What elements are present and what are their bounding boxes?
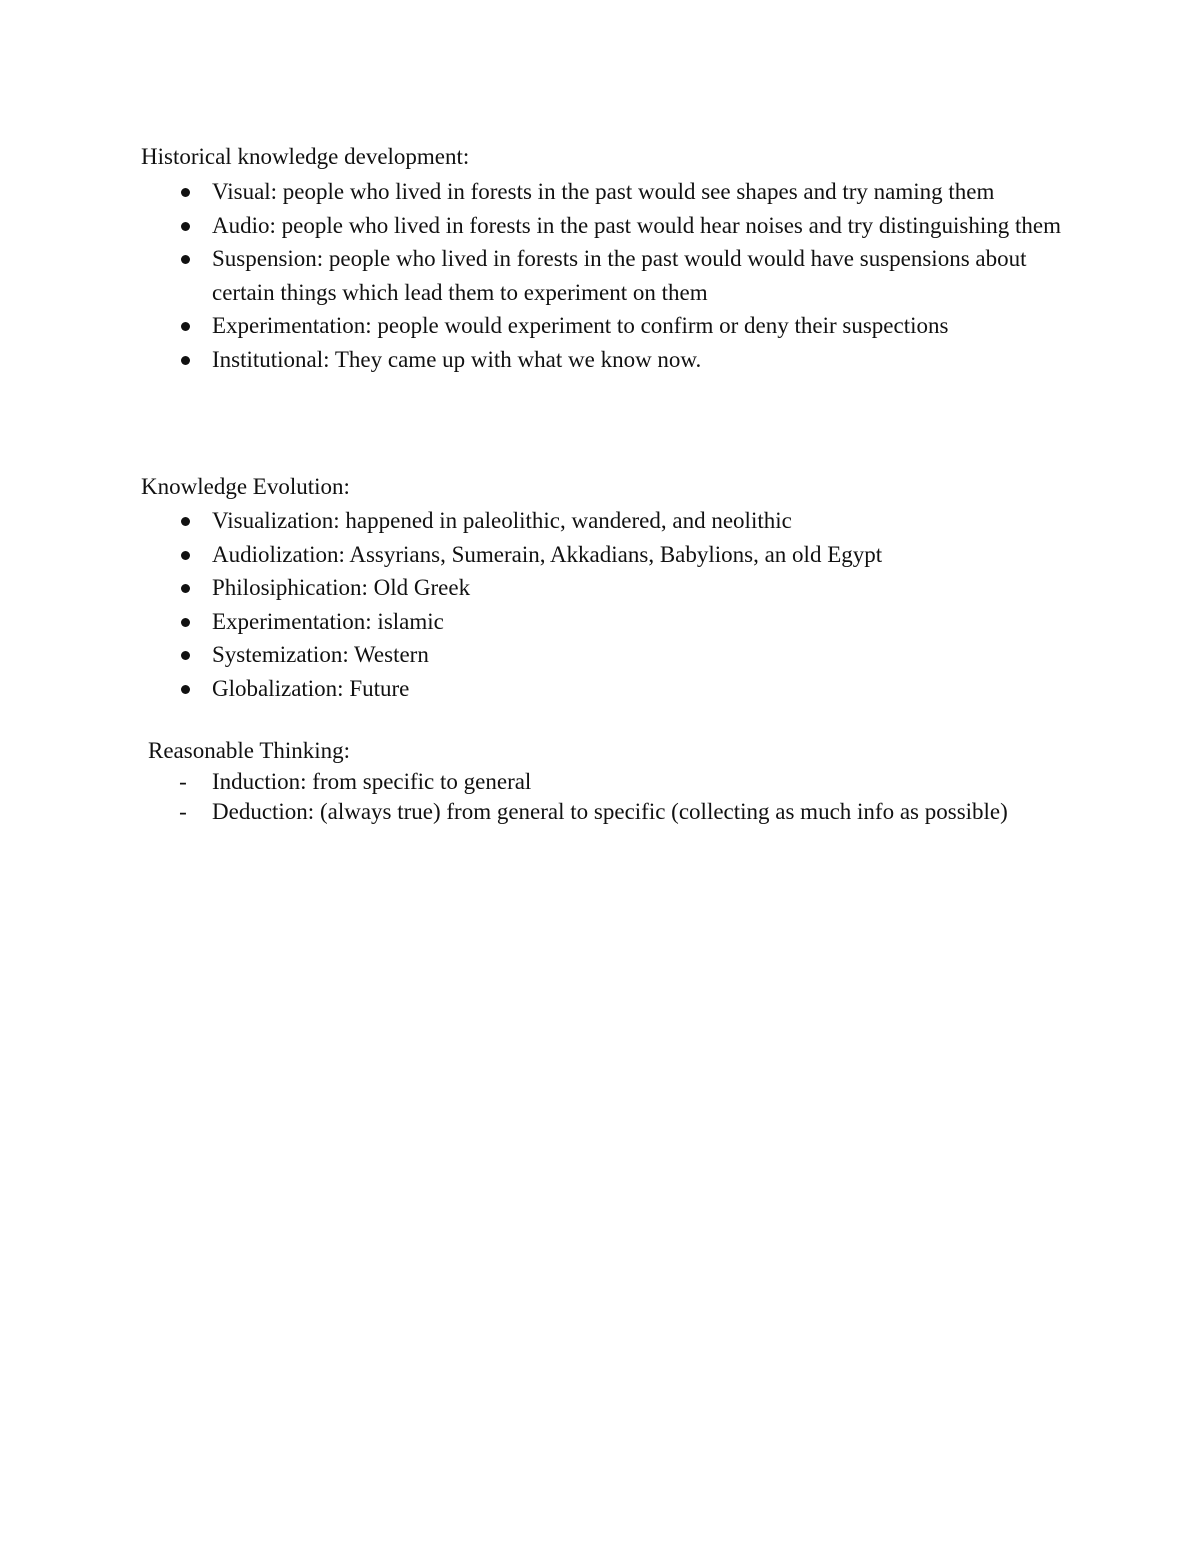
list-item <box>176 504 1076 538</box>
list-item <box>176 605 1076 639</box>
list-item-text: Visualization: happened in paleolithic, wandered, and neolithic <box>212 508 792 533</box>
list-item <box>176 343 1076 377</box>
list-item-text: Audiolization: Assyrians, Sumerain, Akkadians, Babylions, an old Egypt <box>212 541 883 567</box>
section-heading-reasonable-thinking: Reasonable Thinking: <box>148 738 351 763</box>
list-item <box>176 638 1076 672</box>
list-item-text: Institutional: They came up with what we know now. <box>212 346 702 372</box>
list-item-text: Suspension: people who lived in forests in the past would would have suspensions about certain things which lead them to experiment on them <box>212 246 1027 305</box>
list-item <box>176 767 1076 797</box>
reasonable-thinking-list <box>176 767 1076 826</box>
list-item-text: Audio: people who lived in forests in the past would hear noises and try distinguishing them <box>212 212 1061 238</box>
list-item-text: Philosiphication: Old Greek <box>212 575 471 600</box>
list-item-text: Globalization: Future <box>212 675 410 701</box>
list-item-text: Experimentation: islamic <box>212 608 444 634</box>
list-item <box>176 209 1076 243</box>
list-item <box>176 242 1076 309</box>
dash-marker: - <box>179 798 187 824</box>
list-item <box>176 309 1076 343</box>
knowledge-evolution-list <box>176 504 1076 705</box>
section-heading-historical-knowledge: Historical knowledge development: <box>141 144 470 169</box>
list-item-text: Induction: from specific to general <box>212 769 532 794</box>
list-item <box>176 571 1076 605</box>
list-item <box>176 672 1076 706</box>
list-item <box>176 538 1076 572</box>
list-item-text: Visual: people who lived in forests in the past would see shapes and try naming them <box>212 179 995 204</box>
historical-knowledge-list <box>176 175 1076 376</box>
section-heading-knowledge-evolution: Knowledge Evolution: <box>141 474 350 499</box>
list-item <box>176 797 1076 827</box>
dash-marker: - <box>179 769 187 794</box>
list-item-text: Deduction: (always true) from general to specific (collecting as much info as possible) <box>212 798 1008 824</box>
list-item <box>176 175 1076 209</box>
list-item-text: Systemization: Western <box>212 642 429 667</box>
list-item-text: Experimentation: people would experiment to confirm or deny their suspections <box>212 313 949 338</box>
